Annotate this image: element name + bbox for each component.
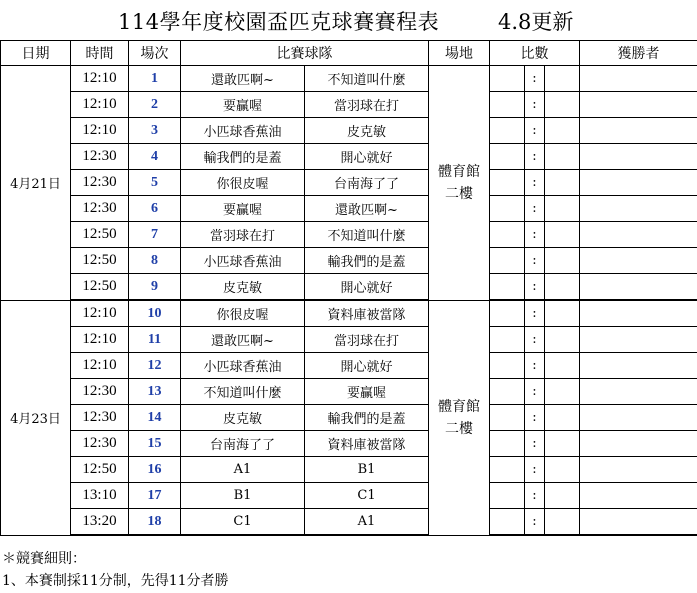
table-row [1, 431, 697, 457]
team-a: 當羽球在打 [181, 222, 305, 248]
score-separator: : [525, 300, 545, 327]
table-row [1, 170, 697, 196]
match-time: 12:50 [71, 457, 129, 483]
match-number: 10 [129, 300, 181, 327]
match-number: 8 [129, 248, 181, 274]
team-a: A1 [181, 457, 305, 483]
team-a: 小匹球香蕉油 [181, 118, 305, 144]
score-a-cell [490, 170, 525, 196]
table-row [1, 118, 697, 144]
table-row [1, 327, 697, 353]
score-a-cell [490, 300, 525, 327]
table-row [1, 248, 697, 274]
winner-cell [580, 274, 697, 301]
winner-cell [580, 66, 697, 92]
header-teams: 比賽球隊 [181, 41, 429, 66]
match-time: 12:10 [71, 300, 129, 327]
winner-cell [580, 509, 697, 536]
header-time: 時間 [71, 41, 129, 66]
team-b: 輸我們的是蓋 [305, 248, 429, 274]
winner-cell [580, 327, 697, 353]
score-separator: : [525, 353, 545, 379]
team-b: 資料庫被當隊 [305, 300, 429, 327]
match-number: 3 [129, 118, 181, 144]
score-b-cell [545, 144, 580, 170]
score-b-cell [545, 431, 580, 457]
match-time: 13:10 [71, 483, 129, 509]
match-number: 15 [129, 431, 181, 457]
score-a-cell [490, 483, 525, 509]
table-row [1, 509, 697, 536]
match-time: 12:10 [71, 118, 129, 144]
team-b: 不知道叫什麼 [305, 222, 429, 248]
score-b-cell [545, 118, 580, 144]
team-b: 要贏喔 [305, 379, 429, 405]
score-separator: : [525, 509, 545, 536]
team-a: C1 [181, 509, 305, 536]
score-a-cell [490, 274, 525, 301]
match-number: 4 [129, 144, 181, 170]
match-time: 12:30 [71, 379, 129, 405]
match-time: 12:30 [71, 144, 129, 170]
match-time: 12:50 [71, 248, 129, 274]
table-row [1, 483, 697, 509]
rules-heading: ＊競賽細則： [2, 551, 86, 567]
title-main: 114學年度校園盃匹克球賽賽程表 [118, 10, 440, 34]
winner-cell [580, 170, 697, 196]
match-number: 5 [129, 170, 181, 196]
score-separator: : [525, 457, 545, 483]
table-row [1, 300, 697, 327]
rules-line-1: 1、本賽制採11分制，先得11分者勝 [2, 573, 229, 589]
match-number: 7 [129, 222, 181, 248]
team-b: 當羽球在打 [305, 92, 429, 118]
score-a-cell [490, 66, 525, 92]
header-winner: 獲勝者 [580, 41, 697, 66]
score-b-cell [545, 66, 580, 92]
score-a-cell [490, 431, 525, 457]
venue-line-1: 體育館 [438, 163, 480, 180]
score-separator: : [525, 170, 545, 196]
score-b-cell [545, 457, 580, 483]
match-number: 11 [129, 327, 181, 353]
score-separator: : [525, 222, 545, 248]
team-a: 還敢匹啊~ [181, 327, 305, 353]
score-b-cell [545, 379, 580, 405]
team-a: 小匹球香蕉油 [181, 248, 305, 274]
match-number: 18 [129, 509, 181, 536]
match-number: 9 [129, 274, 181, 301]
team-b: 台南海了了 [305, 170, 429, 196]
winner-cell [580, 196, 697, 222]
match-time: 12:30 [71, 431, 129, 457]
match-time: 12:30 [71, 405, 129, 431]
winner-cell [580, 92, 697, 118]
match-number: 14 [129, 405, 181, 431]
score-a-cell [490, 327, 525, 353]
header-row [1, 41, 697, 66]
header-match-no: 場次 [129, 41, 181, 66]
score-separator: : [525, 248, 545, 274]
table-row [1, 379, 697, 405]
score-a-cell [490, 353, 525, 379]
score-separator: : [525, 431, 545, 457]
team-b: 輸我們的是蓋 [305, 405, 429, 431]
match-time: 12:10 [71, 327, 129, 353]
score-b-cell [545, 327, 580, 353]
schedule-title [0, 6, 697, 36]
date-cell: 4月23日 [1, 300, 71, 535]
team-b: C1 [305, 483, 429, 509]
winner-cell [580, 222, 697, 248]
score-a-cell [490, 222, 525, 248]
score-separator: : [525, 483, 545, 509]
rules-section [2, 548, 229, 592]
team-a: 小匹球香蕉油 [181, 353, 305, 379]
table-row [1, 92, 697, 118]
winner-cell [580, 405, 697, 431]
venue-cell [429, 66, 490, 301]
winner-cell [580, 300, 697, 327]
team-b: 當羽球在打 [305, 327, 429, 353]
match-time: 12:30 [71, 170, 129, 196]
score-a-cell [490, 118, 525, 144]
match-time: 12:10 [71, 66, 129, 92]
match-time: 12:30 [71, 196, 129, 222]
venue-line-1: 體育館 [438, 398, 480, 415]
team-a: B1 [181, 483, 305, 509]
winner-cell [580, 431, 697, 457]
score-separator: : [525, 379, 545, 405]
score-b-cell [545, 248, 580, 274]
team-a: 要贏喔 [181, 196, 305, 222]
score-b-cell [545, 483, 580, 509]
team-b: 皮克敏 [305, 118, 429, 144]
table-row [1, 457, 697, 483]
venue-cell [429, 300, 490, 535]
winner-cell [580, 248, 697, 274]
score-b-cell [545, 92, 580, 118]
winner-cell [580, 457, 697, 483]
winner-cell [580, 483, 697, 509]
score-b-cell [545, 274, 580, 301]
score-b-cell [545, 300, 580, 327]
team-a: 皮克敏 [181, 405, 305, 431]
score-a-cell [490, 92, 525, 118]
winner-cell [580, 144, 697, 170]
match-number: 2 [129, 92, 181, 118]
title-update-note: 4.8更新 [498, 10, 574, 34]
table-row [1, 274, 697, 301]
table-row [1, 196, 697, 222]
team-b: 開心就好 [305, 353, 429, 379]
team-b: 不知道叫什麼 [305, 66, 429, 92]
score-a-cell [490, 144, 525, 170]
date-cell: 4月21日 [1, 66, 71, 301]
table-row [1, 353, 697, 379]
match-time: 12:10 [71, 353, 129, 379]
team-b: B1 [305, 457, 429, 483]
match-number: 17 [129, 483, 181, 509]
team-b: 資料庫被當隊 [305, 431, 429, 457]
score-b-cell [545, 170, 580, 196]
team-b: 開心就好 [305, 144, 429, 170]
venue-line-2: 二樓 [445, 185, 473, 202]
score-separator: : [525, 327, 545, 353]
team-b: 還敢匹啊~ [305, 196, 429, 222]
schedule-body [1, 66, 697, 536]
team-a: 不知道叫什麼 [181, 379, 305, 405]
winner-cell [580, 118, 697, 144]
team-a: 你很皮喔 [181, 300, 305, 327]
score-a-cell [490, 379, 525, 405]
score-b-cell [545, 509, 580, 536]
score-separator: : [525, 118, 545, 144]
score-separator: : [525, 92, 545, 118]
score-separator: : [525, 196, 545, 222]
table-row [1, 66, 697, 92]
team-b: 開心就好 [305, 274, 429, 301]
score-a-cell [490, 405, 525, 431]
match-number: 12 [129, 353, 181, 379]
score-a-cell [490, 196, 525, 222]
score-separator: : [525, 66, 545, 92]
score-separator: : [525, 144, 545, 170]
match-number: 6 [129, 196, 181, 222]
winner-cell [580, 353, 697, 379]
score-b-cell [545, 353, 580, 379]
header-venue: 場地 [429, 41, 490, 66]
team-a: 台南海了了 [181, 431, 305, 457]
score-separator: : [525, 405, 545, 431]
team-a: 要贏喔 [181, 92, 305, 118]
match-number: 1 [129, 66, 181, 92]
match-time: 12:10 [71, 92, 129, 118]
team-a: 你很皮喔 [181, 170, 305, 196]
match-time: 12:50 [71, 274, 129, 301]
venue-line-2: 二樓 [445, 420, 473, 437]
team-a: 皮克敏 [181, 274, 305, 301]
table-row [1, 144, 697, 170]
winner-cell [580, 379, 697, 405]
score-a-cell [490, 509, 525, 536]
header-date: 日期 [1, 41, 71, 66]
score-b-cell [545, 222, 580, 248]
score-a-cell [490, 457, 525, 483]
table-row [1, 222, 697, 248]
score-separator: : [525, 274, 545, 301]
score-b-cell [545, 405, 580, 431]
score-b-cell [545, 196, 580, 222]
table-row [1, 405, 697, 431]
match-time: 12:50 [71, 222, 129, 248]
team-a: 輸我們的是蓋 [181, 144, 305, 170]
team-a: 還敢匹啊~ [181, 66, 305, 92]
header-score: 比數 [490, 41, 580, 66]
score-a-cell [490, 248, 525, 274]
team-b: A1 [305, 509, 429, 536]
match-time: 13:20 [71, 509, 129, 536]
schedule-table [0, 40, 697, 536]
match-number: 13 [129, 379, 181, 405]
match-number: 16 [129, 457, 181, 483]
